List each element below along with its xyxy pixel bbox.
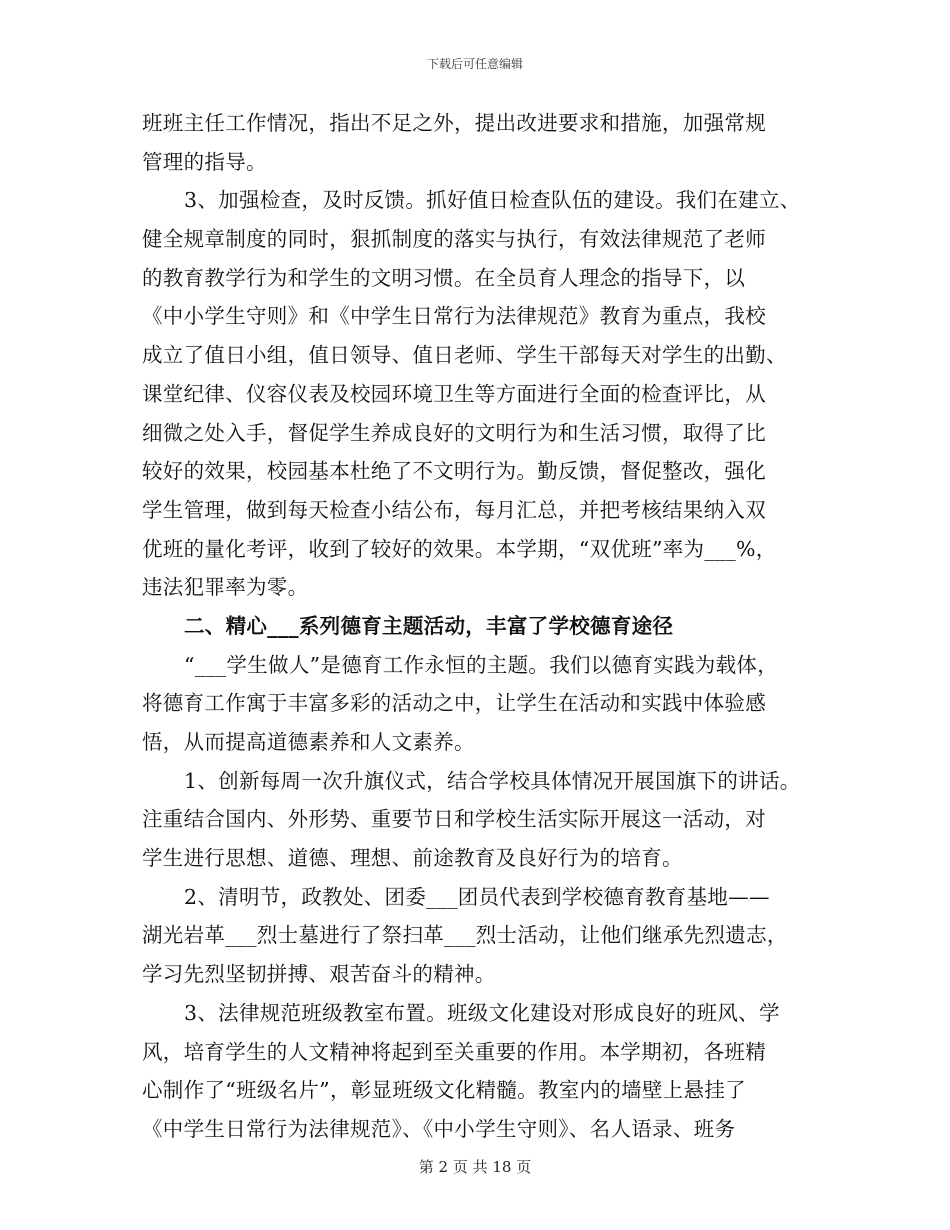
text-line: 违法犯罪率为零。: [142, 575, 309, 600]
text-line: 注重结合国内、外形势、重要节日和学校生活实际开展这一活动，对: [142, 807, 766, 832]
text-line: 较好的效果，校园基本杜绝了不文明行为。勤反馈，督促整改，强化: [142, 459, 766, 484]
text-line: 课堂纪律、仪容仪表及校园环境卫生等方面进行全面的检查评比，从: [142, 381, 766, 406]
text-line: 班班主任工作情况，指出不足之外，提出改进要求和措施，加强常规: [142, 111, 766, 135]
text-line: 湖光岩革___烈士墓进行了祭扫革___烈士活动，让他们继承先烈遗志，: [142, 923, 788, 948]
text-line: 健全规章制度的同时，狠抓制度的落实与执行，有效法律规范了老师: [142, 227, 766, 252]
text-line: 3、加强检查，及时反馈。抓好值日检查队伍的建设。我们在建立、: [184, 188, 801, 213]
text-line: 3、法律规范班级教室布置。班级文化建设对形成良好的班风、学: [184, 1000, 780, 1025]
page-number-footer: 第 2 页 共 18 页: [418, 1158, 532, 1176]
text-line: 2、清明节，政教处、团委___团员代表到学校德育教育基地——: [184, 884, 770, 909]
text-line: 学生进行思想、道德、理想、前途教育及良好行为的培育。: [142, 846, 683, 871]
text-line: 将德育工作寓于丰富多彩的活动之中，让学生在活动和实践中体验感: [142, 691, 766, 716]
text-line: 《中小学生守则》和《中学生日常行为法律规范》教育为重点，我校: [142, 304, 766, 329]
page-header: 下载后可任意编辑: [426, 57, 523, 71]
text-line: 优班的量化考评，收到了较好的效果。本学期，“双优班”率为___%，: [142, 536, 777, 561]
text-line: 1、创新每周一次升旗仪式，结合学校具体情况开展国旗下的讲话。: [184, 768, 801, 793]
text-line: “___学生做人”是德育工作永恒的主题。我们以德育实践为载体，: [184, 652, 779, 677]
section-heading: 二、精心___系列德育主题活动，丰富了学校德育途径: [184, 613, 674, 638]
text-line: 的教育教学行为和学生的文明习惯。在全员育人理念的指导下，以: [142, 265, 746, 290]
text-line: 《中学生日常行为法律规范》、《中小学生守则》、名人语录、班务: [142, 1116, 736, 1141]
text-line: 学习先烈坚韧拼搏、艰苦奋斗的精神。: [142, 962, 496, 987]
text-line: 心制作了“班级名片”，彰显班级文化精髓。教室内的墙壁上悬挂了: [142, 1078, 746, 1103]
text-line: 管理的指导。: [142, 149, 267, 174]
text-line: 学生管理，做到每天检查小结公布，每月汇总，并把考核结果纳入双: [142, 497, 766, 522]
text-line: 细微之处入手，督促学生养成良好的文明行为和生活习惯，取得了比: [142, 420, 766, 445]
document-body: [142, 104, 832, 1149]
text-line: 成立了值日小组，值日领导、值日老师、学生干部每天对学生的出勤、: [142, 343, 787, 368]
text-line: 风，培育学生的人文精神将起到至关重要的作用。本学期初，各班精: [142, 1039, 766, 1064]
text-line: 悟，从而提高道德素养和人文素养。: [142, 730, 475, 754]
